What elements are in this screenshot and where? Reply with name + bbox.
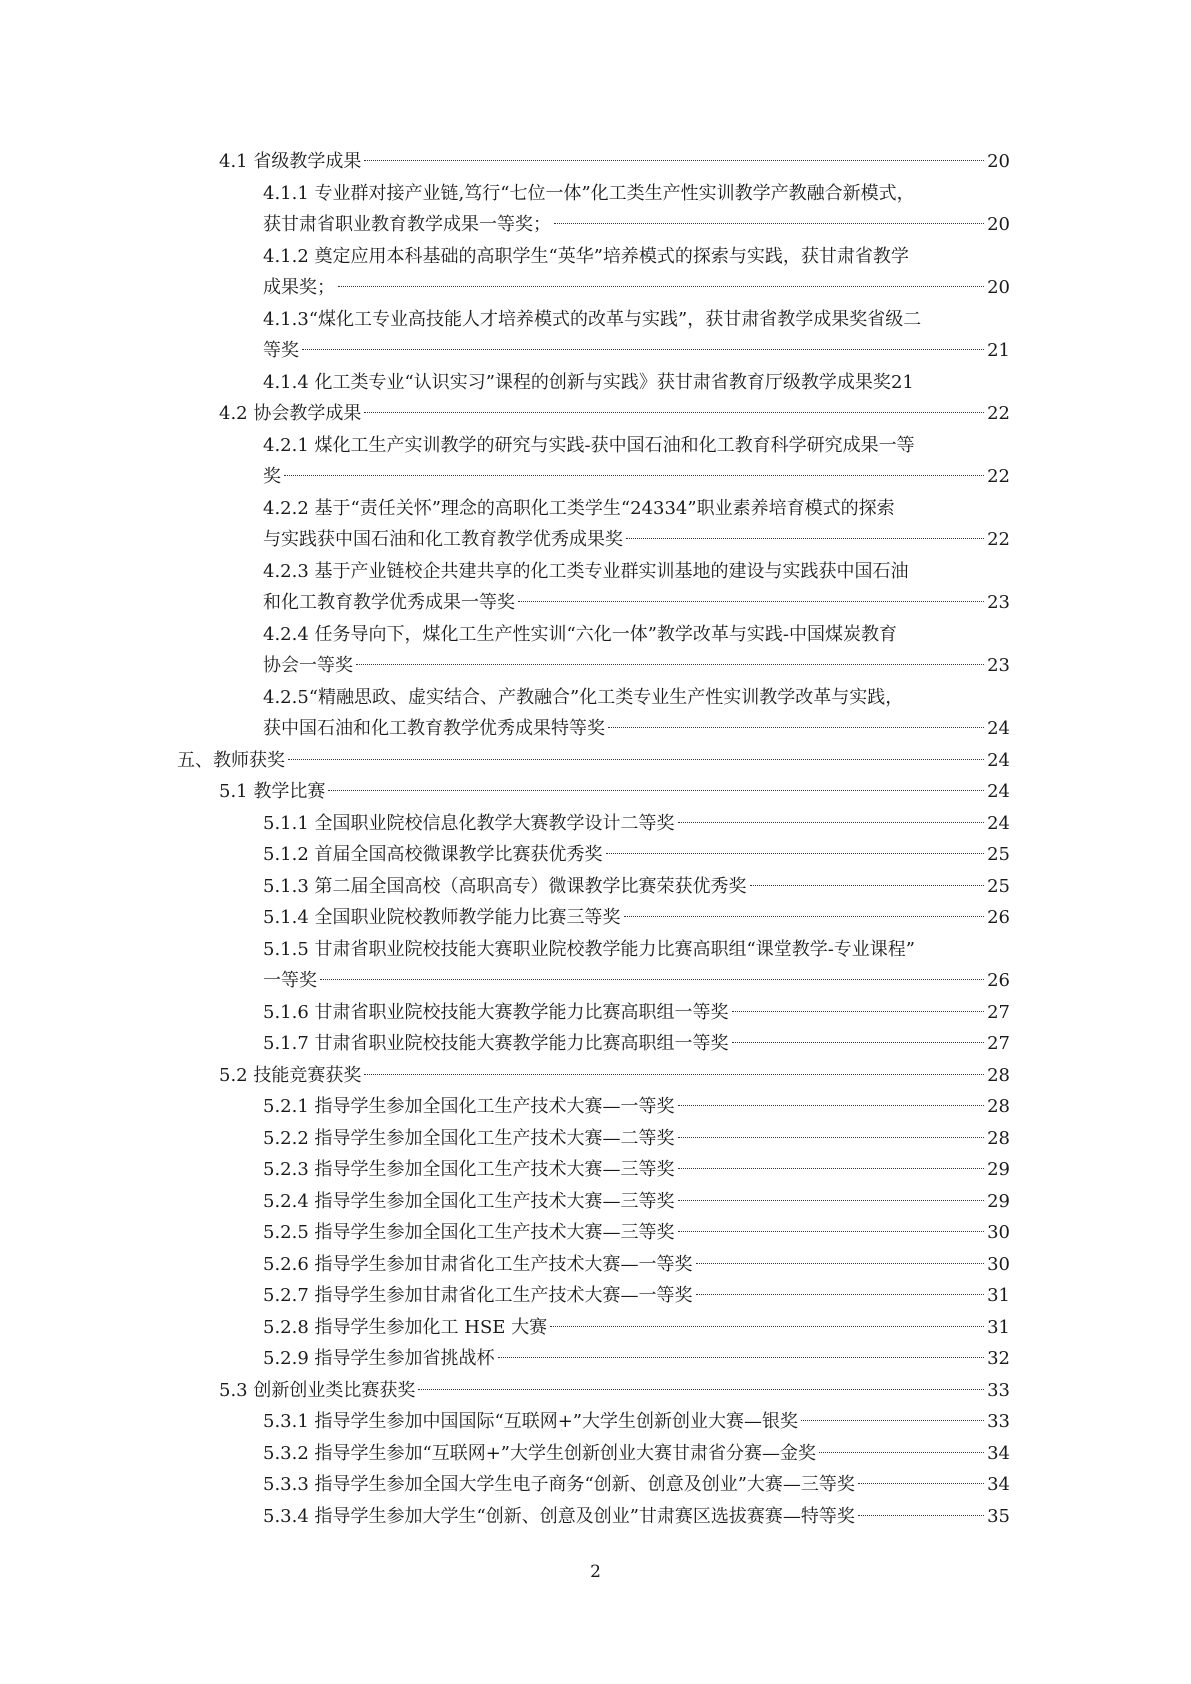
dot-leader	[626, 538, 984, 539]
toc-page-number: 24	[987, 718, 1010, 739]
toc-page-number: 21	[987, 340, 1010, 361]
toc-page-number: 24	[987, 812, 1010, 834]
toc-page-number: 30	[987, 1253, 1010, 1275]
dot-leader	[550, 1326, 984, 1327]
toc-entry-title: 4.2.1 煤化工生产实训教学的研究与实践-获中国石油和化工教育科学研究成果一等	[263, 434, 915, 456]
toc-entry[interactable]	[0, 619, 1191, 682]
dot-leader	[696, 1294, 985, 1295]
toc-page-number: 28	[987, 1064, 1010, 1086]
toc-entry-title: 4.2.2 基于“责任关怀”理念的高职化工类学生“24334”职业素养培育模式的探索	[263, 497, 895, 519]
toc-page-number: 33	[987, 1411, 1010, 1432]
toc-entry-title: 5.1.7 甘肃省职业院校技能大赛教学能力比赛高职组一等奖	[263, 1033, 729, 1054]
dot-leader	[801, 1420, 984, 1421]
toc-entry[interactable]	[0, 934, 1191, 997]
toc-entry[interactable]	[0, 241, 1191, 304]
toc-entry-title: 5.2 技能竞赛获奖	[219, 1064, 362, 1086]
toc-entry-title-continuation: 等奖	[263, 340, 299, 361]
toc-page-number: 28	[987, 1127, 1010, 1149]
toc-entry-title: 5.3 创新创业类比赛获奖	[219, 1379, 416, 1401]
toc-entry-title: 5.3.1 指导学生参加中国国际“互联网+”大学生创新创业大赛—银奖	[263, 1411, 799, 1432]
toc-page-number: 22	[987, 529, 1010, 550]
toc-page-number: 26	[987, 907, 1010, 928]
toc-entry[interactable]	[0, 1154, 1191, 1186]
dot-leader	[678, 1137, 985, 1138]
dot-leader	[288, 759, 984, 760]
toc-entry[interactable]	[0, 1343, 1191, 1375]
toc-page-number: 20	[987, 151, 1010, 172]
dot-leader	[678, 1168, 985, 1169]
dot-leader	[518, 601, 984, 602]
dot-leader	[732, 1042, 985, 1043]
toc-entry[interactable]	[0, 745, 1191, 777]
toc-entry-title: 4.2.4 任务导向下，煤化工生产性实训“六化一体”教学改革与实践-中国煤炭教育	[263, 623, 898, 645]
toc-page-number: 26	[987, 970, 1010, 991]
toc-entry[interactable]	[0, 1060, 1191, 1092]
toc-entry-title-continuation: 和化工教育教学优秀成果一等奖	[263, 592, 515, 613]
toc-page-number: 25	[987, 844, 1010, 865]
dot-leader	[606, 853, 985, 854]
toc-entry-title-continuation: 成果奖；	[263, 277, 335, 298]
toc-page-number: 27	[987, 1001, 1010, 1023]
toc-entry-title-continuation: 协会一等奖	[263, 655, 353, 676]
toc-page-number: 22	[987, 403, 1010, 424]
toc-page-number: 23	[987, 655, 1010, 676]
toc-entry[interactable]	[0, 808, 1191, 840]
toc-entry-title: 4.2.5“精融思政、虚实结合、产教融合”化工类专业生产性实训教学改革与实践，	[263, 686, 904, 708]
toc-entry-title: 5.2.9 指导学生参加省挑战杯	[263, 1348, 495, 1369]
toc-entry-title: 4.1.4 化工类专业“认识实习”课程的创新与实践》获甘肃省教育厅级教学成果奖	[263, 371, 891, 393]
toc-page-number: 32	[987, 1348, 1010, 1369]
toc-entry[interactable]	[0, 1249, 1191, 1281]
toc-entry-title: 5.2.6 指导学生参加甘肃省化工生产技术大赛—一等奖	[263, 1253, 693, 1275]
toc-entry[interactable]	[0, 1123, 1191, 1155]
toc-entry-title: 4.2 协会教学成果	[219, 403, 362, 424]
table-of-contents	[0, 146, 1191, 1532]
toc-entry-title: 4.1 省级教学成果	[219, 151, 362, 172]
dot-leader	[364, 160, 984, 161]
toc-entry[interactable]	[0, 367, 1191, 399]
toc-page-number: 34	[987, 1474, 1010, 1495]
toc-entry-title: 5.2.4 指导学生参加全国化工生产技术大赛—三等奖	[263, 1190, 675, 1212]
dot-leader	[678, 1231, 985, 1232]
dot-leader	[364, 1074, 984, 1075]
toc-entry-title: 4.2.3 基于产业链校企共建共享的化工类专业群实训基地的建设与实践获中国石油	[263, 560, 909, 582]
toc-page-number: 33	[987, 1379, 1010, 1401]
dot-leader	[858, 1515, 984, 1516]
toc-page-number: 21	[890, 371, 914, 393]
toc-entry-title: 五、教师获奖	[177, 749, 285, 771]
toc-page-number: 24	[987, 749, 1010, 771]
page-number: 2	[590, 1562, 601, 1582]
toc-entry[interactable]	[0, 430, 1191, 493]
toc-page-number: 34	[987, 1442, 1010, 1464]
toc-entry-title-continuation: 获中国石油和化工教育教学优秀成果特等奖	[263, 718, 605, 739]
toc-entry[interactable]	[0, 1406, 1191, 1438]
toc-page-number: 28	[987, 1096, 1010, 1117]
dot-leader	[338, 286, 984, 287]
dot-leader	[624, 916, 985, 917]
dot-leader	[302, 349, 984, 350]
toc-page-number: 27	[987, 1033, 1010, 1054]
toc-entry[interactable]	[0, 304, 1191, 367]
dot-leader	[418, 1389, 984, 1390]
toc-entry[interactable]	[0, 178, 1191, 241]
toc-page-number: 35	[987, 1505, 1010, 1527]
toc-entry[interactable]	[0, 1375, 1191, 1407]
dot-leader	[608, 727, 984, 728]
toc-page-number: 31	[987, 1285, 1010, 1306]
toc-entry[interactable]	[0, 1469, 1191, 1501]
toc-entry[interactable]	[0, 902, 1191, 934]
toc-entry-title: 4.1.3“煤化工专业高技能人才培养模式的改革与实践”，获甘肃省教学成果奖省级二	[263, 308, 922, 330]
dot-leader	[364, 412, 984, 413]
toc-entry[interactable]	[0, 556, 1191, 619]
dot-leader	[356, 664, 984, 665]
toc-entry-title: 5.1.4 全国职业院校教师教学能力比赛三等奖	[263, 907, 621, 928]
toc-entry[interactable]	[0, 146, 1191, 178]
toc-entry[interactable]	[0, 1501, 1191, 1533]
dot-leader	[284, 475, 984, 476]
toc-page-number: 29	[987, 1159, 1010, 1180]
toc-entry-title: 5.1.2 首届全国高校微课教学比赛获优秀奖	[263, 844, 603, 865]
toc-entry-title: 5.1.6 甘肃省职业院校技能大赛教学能力比赛高职组一等奖	[263, 1001, 729, 1023]
toc-entry-title: 5.3.2 指导学生参加“互联网+”大学生创新创业大赛甘肃省分赛—金奖	[263, 1442, 817, 1464]
dot-leader	[678, 1105, 985, 1106]
toc-entry-title: 5.2.3 指导学生参加全国化工生产技术大赛—三等奖	[263, 1159, 675, 1180]
toc-entry-title-continuation: 与实践获中国石油和化工教育教学优秀成果奖	[263, 529, 623, 550]
toc-entry-title: 5.1.5 甘肃省职业院校技能大赛职业院校教学能力比赛高职组“课堂教学-专业课程”	[263, 938, 916, 960]
page-footer	[0, 1562, 1191, 1582]
toc-page-number: 24	[987, 781, 1010, 802]
toc-entry-title-continuation: 奖	[263, 466, 281, 487]
dot-leader	[819, 1452, 984, 1453]
toc-entry[interactable]	[0, 871, 1191, 903]
toc-page-number: 22	[987, 466, 1010, 487]
dot-leader	[320, 979, 984, 980]
toc-page-number: 30	[987, 1222, 1010, 1243]
toc-entry[interactable]	[0, 1091, 1191, 1123]
toc-entry-title: 5.3.4 指导学生参加大学生“创新、创意及创业”甘肃赛区选拔赛赛—特等奖	[263, 1505, 855, 1527]
dot-leader	[678, 822, 985, 823]
toc-entry-title: 5.2.1 指导学生参加全国化工生产技术大赛—一等奖	[263, 1096, 675, 1117]
toc-entry-title-continuation: 一等奖	[263, 970, 317, 991]
toc-entry[interactable]	[0, 1438, 1191, 1470]
toc-page-number: 20	[987, 277, 1010, 298]
toc-entry-title: 5.3.3 指导学生参加全国大学生电子商务“创新、创意及创业”大赛—三等奖	[263, 1474, 855, 1495]
toc-entry-title: 5.2.7 指导学生参加甘肃省化工生产技术大赛—一等奖	[263, 1285, 693, 1306]
toc-entry-title: 5.2.5 指导学生参加全国化工生产技术大赛—三等奖	[263, 1222, 675, 1243]
toc-entry-title: 5.2.8 指导学生参加化工 HSE 大赛	[263, 1316, 548, 1338]
toc-page-number: 31	[987, 1316, 1010, 1338]
toc-entry[interactable]	[0, 682, 1191, 745]
toc-entry-title: 5.1 教学比赛	[219, 781, 326, 802]
toc-entry-title: 5.1.3 第二届全国高校（高职高专）微课教学比赛荣获优秀奖	[263, 875, 747, 897]
toc-entry-title: 4.1.1 专业群对接产业链,笃行“七位一体”化工类生产性实训教学产教融合新模式，	[263, 182, 915, 204]
toc-page-number: 29	[987, 1190, 1010, 1212]
toc-entry[interactable]	[0, 1312, 1191, 1344]
toc-page-number: 23	[987, 592, 1010, 613]
dot-leader	[750, 885, 985, 886]
toc-entry-title: 5.1.1 全国职业院校信息化教学大赛教学设计二等奖	[263, 812, 675, 834]
toc-entry[interactable]	[0, 398, 1191, 430]
toc-page-number: 25	[987, 875, 1010, 897]
toc-entry[interactable]	[0, 1217, 1191, 1249]
toc-entry[interactable]	[0, 776, 1191, 808]
dot-leader	[554, 223, 984, 224]
toc-entry-title: 5.2.2 指导学生参加全国化工生产技术大赛—二等奖	[263, 1127, 675, 1149]
toc-entry[interactable]	[0, 1028, 1191, 1060]
dot-leader	[858, 1483, 984, 1484]
toc-page-number: 20	[987, 214, 1010, 235]
toc-entry[interactable]	[0, 997, 1191, 1029]
dot-leader	[696, 1263, 985, 1264]
toc-entry[interactable]	[0, 839, 1191, 871]
dot-leader	[498, 1357, 985, 1358]
dot-leader	[328, 790, 984, 791]
dot-leader	[678, 1200, 985, 1201]
toc-entry[interactable]	[0, 493, 1191, 556]
toc-entry[interactable]	[0, 1186, 1191, 1218]
dot-leader	[732, 1011, 985, 1012]
toc-entry-title: 4.1.2 奠定应用本科基础的高职学生“英华”培养模式的探索与实践，获甘肃省教学	[263, 245, 909, 267]
toc-entry[interactable]	[0, 1280, 1191, 1312]
toc-entry-title-continuation: 获甘肃省职业教育教学成果一等奖；	[263, 214, 551, 235]
